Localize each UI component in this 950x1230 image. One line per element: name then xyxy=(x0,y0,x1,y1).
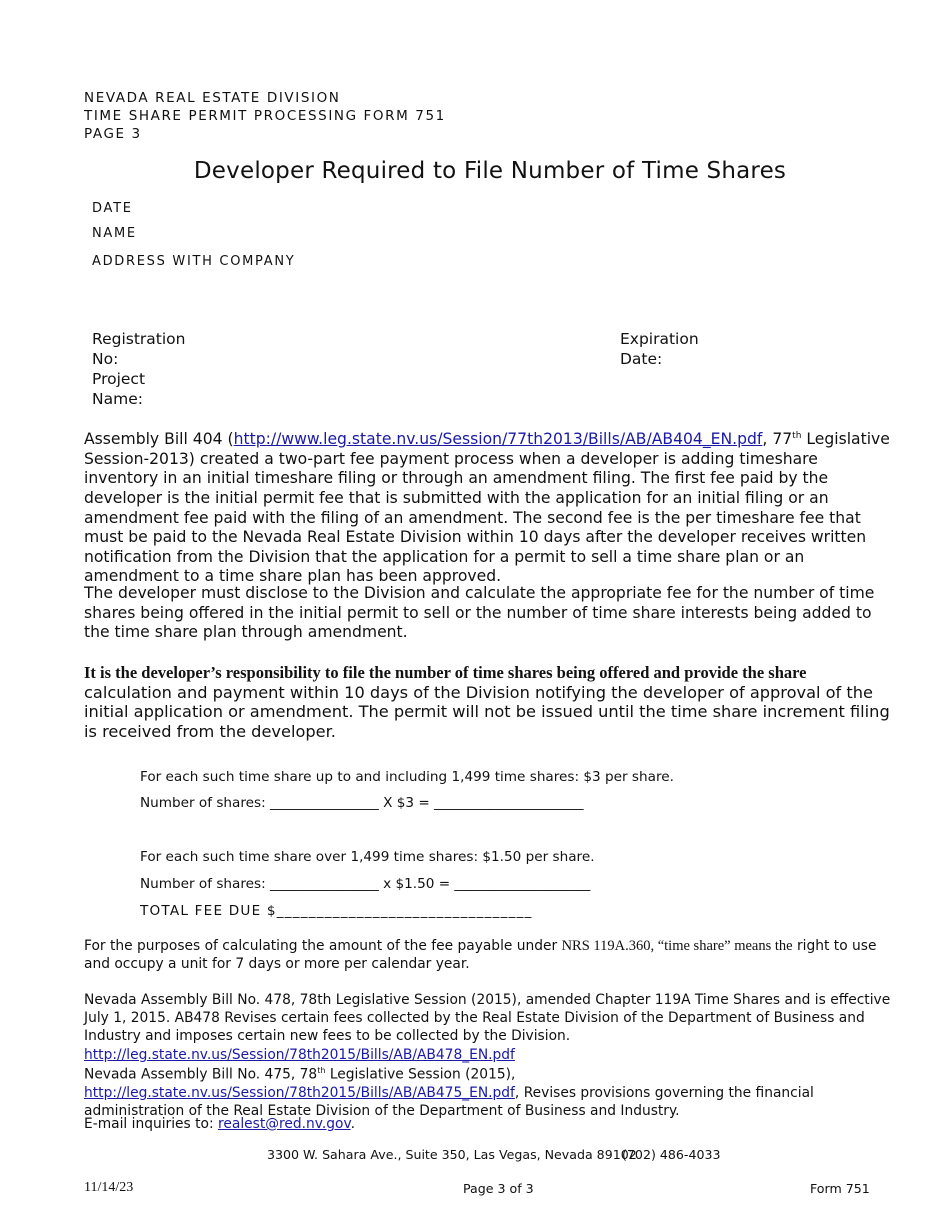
project-name-label: Project Name: xyxy=(92,370,146,408)
header-agency: NEVADA REAL ESTATE DIVISION xyxy=(84,90,341,106)
ab478-note: Nevada Assembly Bill No. 478, 78th Legislative Session (2015), amended Chapter 119A Time Shares and is effective July 1, 2015. AB478 Revises certain fees collected by the Real Estate Division of the Department of Business and Industry and imposes certain new fees to be collected by the Division. http://leg.state.nv.us/Session/78th2015/Bills/AB/AB478_EN.pdf xyxy=(84,992,891,1063)
expiration-date-label: Expiration Date: xyxy=(620,330,699,368)
ab475-note: Nevada Assembly Bill No. 475, 78th Legislative Session (2015), http://leg.state.nv.us/Session/78th2015/Bills/AB/AB475_EN.pdf, Revises provisions governing the financial administration of the Real Estate Division of the Department of Business and Industry. xyxy=(84,1066,814,1119)
name-field-label: NAME xyxy=(92,226,137,241)
tier1-description: For each such time share up to and including 1,499 time shares: $3 per share. xyxy=(140,769,674,785)
responsibility-paragraph: It is the developer’s responsibility to file the number of time shares being offered and provide the share calculation and payment within 10 days of the Division notifying the developer of approval of the initial application or amendment. The permit will not be issued until the time share increment filing is received from the developer. xyxy=(84,663,890,741)
email-link[interactable]: realest@red.nv.gov xyxy=(218,1116,351,1132)
disclosure-paragraph: The developer must disclose to the Division and calculate the appropriate fee for the number of time shares being offered in the initial permit to sell or the number of time share interests being added to the time share plan through amendment. xyxy=(84,584,875,642)
footer-form-number: Form 751 xyxy=(810,1181,870,1196)
tier2-calculation-line[interactable]: Number of shares: ________________ x $1.50 = ____________________ xyxy=(140,876,591,892)
footer-address: 3300 W. Sahara Ave., Suite 350, Las Vegas, Nevada 89102 xyxy=(267,1147,637,1162)
footer-phone: (702) 486-4033 xyxy=(622,1147,721,1162)
email-inquiries: E-mail inquiries to: realest@red.nv.gov. xyxy=(84,1116,355,1132)
header-separator: ________________________________________________________________________________________________________________ xyxy=(84,148,860,158)
footer-revision-date: 11/14/23 xyxy=(84,1180,134,1195)
header-form-title: TIME SHARE PERMIT PROCESSING FORM 751 xyxy=(84,108,446,124)
total-fee-due-line[interactable]: TOTAL FEE DUE $________________________________ xyxy=(140,903,533,919)
footer-page-number: Page 3 of 3 xyxy=(463,1181,534,1196)
ab478-link[interactable]: http://leg.state.nv.us/Session/78th2015/Bills/AB/AB478_EN.pdf xyxy=(84,1046,515,1063)
assembly-bill-404-paragraph: Assembly Bill 404 (http://www.leg.state.nv.us/Session/77th2013/Bills/AB/AB404_EN.pdf, 77th Legislative Session-2013) created a two-part fee payment process when a developer is adding timeshare inventory in an initial timeshare filing or through an amendment filing. The first fee paid by the developer is the initial permit fee that is submitted with the application for an initial filing or an amendment fee paid with the filing of an amendment. The second fee is the per timeshare fee that must be paid to the Nevada Real Estate Division within 10 days after the developer receives written notification from the Division that the application for a permit to sell a time share plan or an amendment to a time share plan has been approved. xyxy=(84,430,890,586)
address-field-label: ADDRESS WITH COMPANY xyxy=(92,254,296,269)
ab475-link[interactable]: http://leg.state.nv.us/Session/78th2015/Bills/AB/AB475_EN.pdf xyxy=(84,1084,515,1101)
page-title: Developer Required to File Number of Time Shares xyxy=(193,158,787,184)
ab404-link[interactable]: http://www.leg.state.nv.us/Session/77th2013/Bills/AB/AB404_EN.pdf xyxy=(233,430,763,449)
time-share-definition-note: For the purposes of calculating the amount of the fee payable under NRS 119A.360, “time share” means the right to use and occupy a unit for 7 days or more per calendar year. xyxy=(84,938,877,973)
tier2-description: For each such time share over 1,499 time shares: $1.50 per share. xyxy=(140,849,595,865)
header-page: PAGE 3 xyxy=(84,126,142,142)
date-field-label: DATE xyxy=(92,201,133,216)
registration-number-label: Registration No: xyxy=(92,330,186,368)
tier1-calculation-line[interactable]: Number of shares: ________________ X $3 = ______________________ xyxy=(140,795,584,811)
